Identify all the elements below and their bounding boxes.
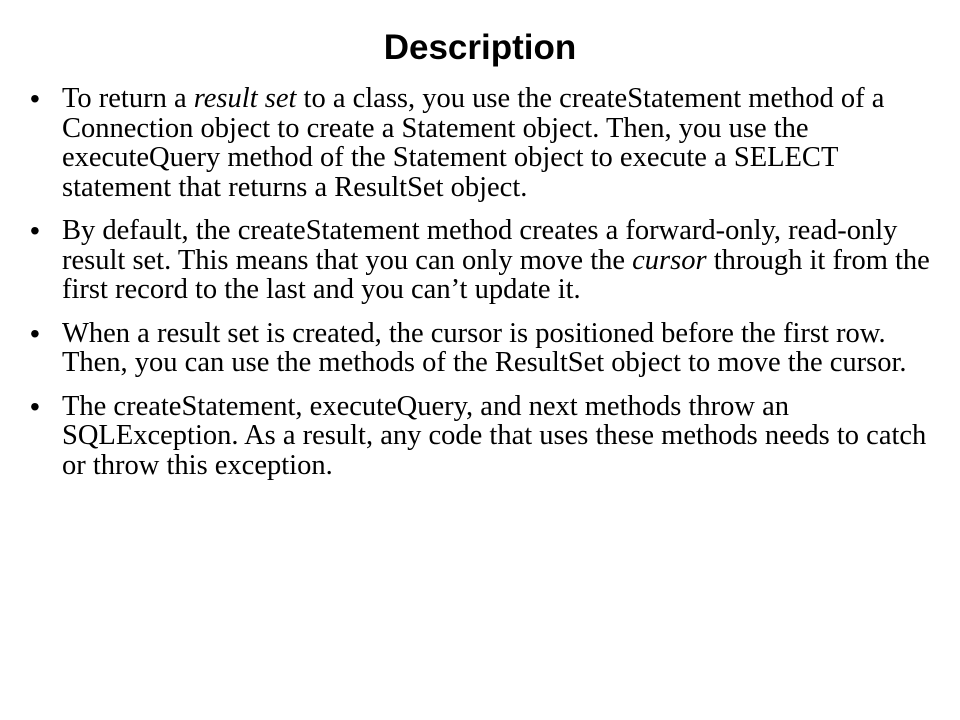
bullet-icon: •: [30, 83, 40, 114]
bullet-text-segment: By default, the createStatement method creates a forward-only, read-only result set. This means that you can only move the: [62, 215, 898, 276]
bullet-item: [0, 392, 960, 481]
bullet-item: [0, 84, 960, 202]
bullet-item: [0, 216, 960, 305]
bullet-text: [62, 216, 934, 305]
bullet-icon: •: [30, 215, 40, 246]
emphasized-term: result set: [193, 83, 297, 114]
bullet-item: [0, 319, 960, 378]
slide-title: Description: [383, 28, 577, 67]
bullet-list: [0, 84, 960, 494]
bullet-icon: •: [30, 390, 40, 422]
bullet-text-segment: to a class, you use the createStatement method of a Connection object to create a Statement object. Then, you use the executeQuery method of the Statement object to execute a SELECT statement that returns a ResultSet object.: [62, 83, 885, 203]
bullet-text: The createStatement, executeQuery, and next methods throw an SQLException. As a result, any code that uses these methods needs to catch or throw this exception.: [62, 390, 927, 481]
bullet-text-segment: through it from the first record to the last and you can’t update it.: [62, 244, 930, 305]
bullet-text-segment: To return a: [62, 83, 194, 114]
bullet-text: When a result set is created, the cursor is positioned before the first row. Then, you can use the methods of the ResultSet object to move the cursor.: [62, 317, 907, 378]
bullet-text: [62, 84, 934, 202]
bullet-icon: •: [30, 317, 40, 349]
emphasized-term: cursor: [632, 244, 707, 276]
